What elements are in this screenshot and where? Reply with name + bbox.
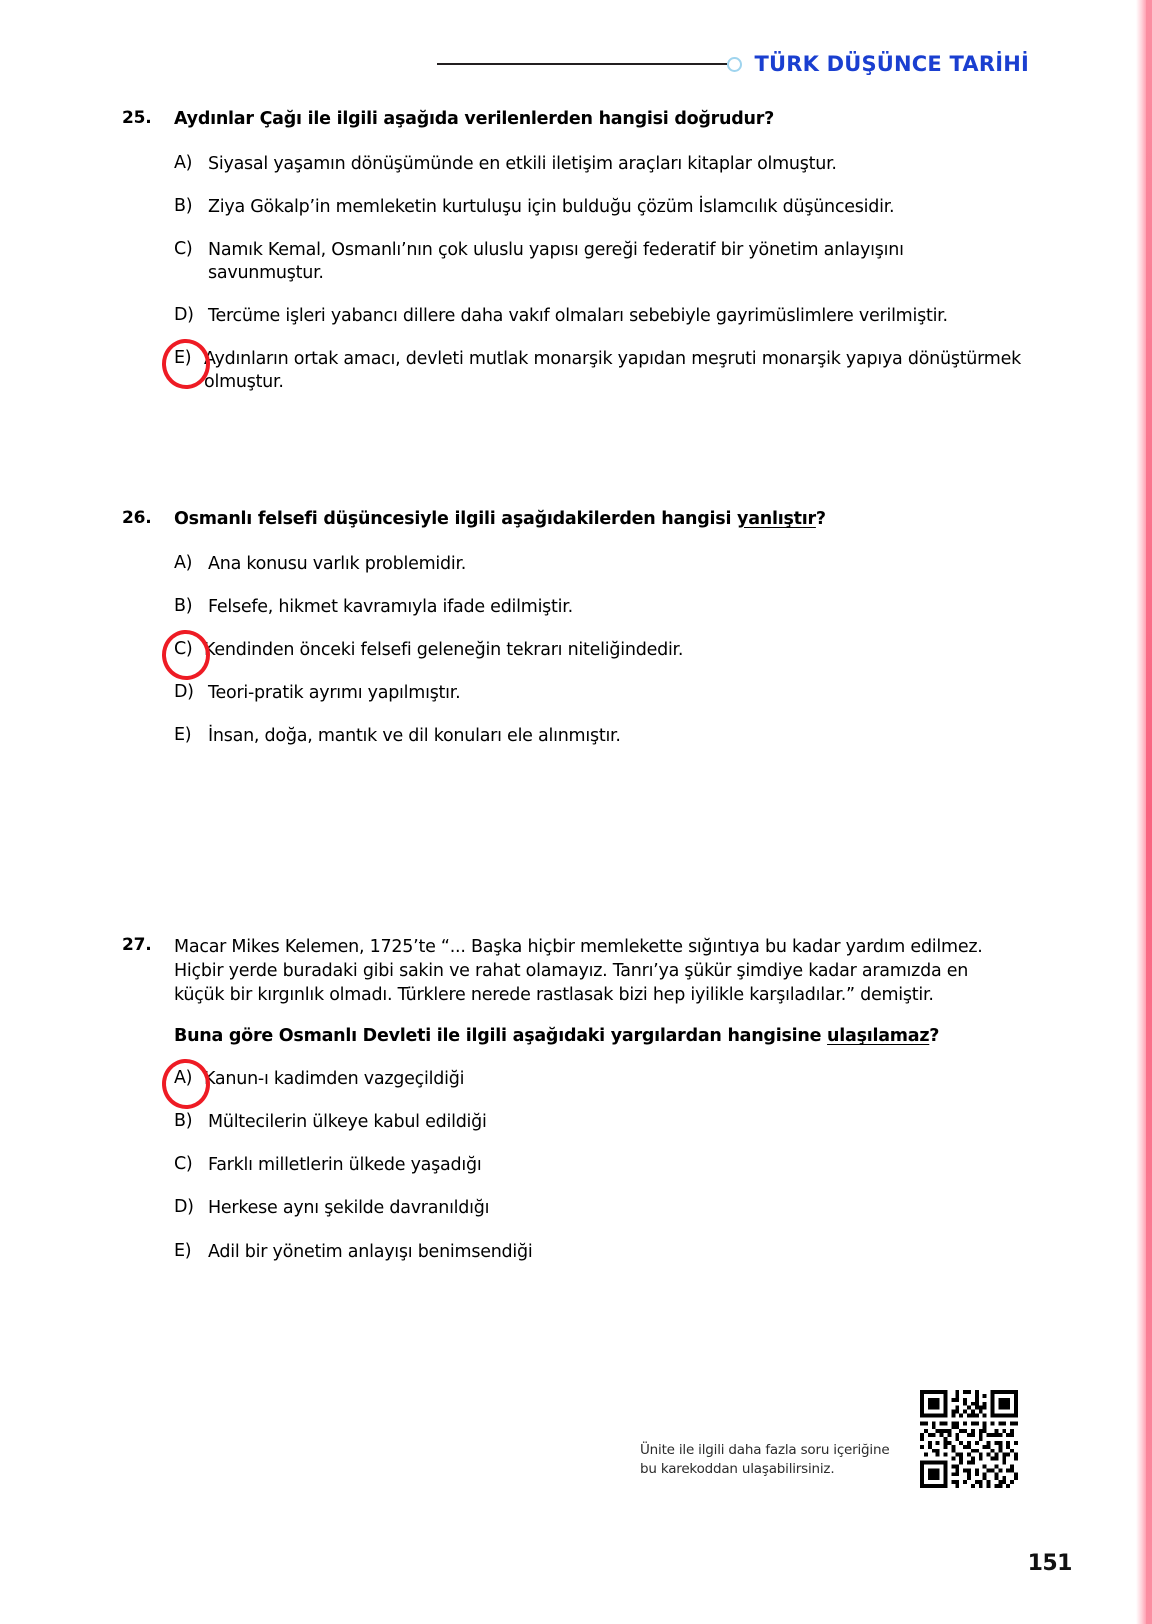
- option-27-a[interactable]: [174, 1068, 1022, 1091]
- option-25-b-text: Ziya Gökalp’in memleketin kurtuluşu için bulduğu çözüm İslamcılık düşüncesidir.: [208, 196, 895, 217]
- page-header: [0, 44, 1134, 84]
- option-26-c-letter: C): [174, 638, 193, 659]
- question-27-options: [174, 1068, 1022, 1263]
- option-25-e-letter: E): [174, 348, 192, 369]
- qr-code-icon[interactable]: [920, 1390, 1018, 1488]
- qr-caption: [640, 1441, 902, 1488]
- option-25-e-text: Aydınların ortak amacı, devleti mutlak monarşik yapıdan meşruti monarşik yapıya dönüştürmek olmuştur.: [204, 349, 1021, 393]
- option-25-a-letter: A): [174, 152, 193, 173]
- question-26-options: [174, 553, 1022, 748]
- question-26: [122, 508, 1022, 768]
- option-26-b-letter: B): [174, 595, 193, 616]
- option-25-d[interactable]: [174, 305, 1022, 328]
- option-26-b-text: Felsefe, hikmet kavramıyla ifade edilmiştir.: [208, 596, 573, 617]
- option-27-d-letter: D): [174, 1197, 194, 1218]
- question-27-stem-underlined: ulaşılamaz: [827, 1026, 930, 1047]
- page-edge-stripe-inner: [1146, 0, 1152, 1624]
- question-25-heading: [122, 108, 1022, 131]
- option-26-e-letter: E): [174, 725, 192, 746]
- question-26-stem-after: ?: [815, 509, 826, 529]
- question-27-stem-row: [122, 1025, 1022, 1048]
- question-25: [122, 108, 1022, 414]
- option-26-a-letter: A): [174, 552, 193, 573]
- option-27-b[interactable]: [174, 1111, 1022, 1134]
- option-27-b-letter: B): [174, 1111, 193, 1132]
- option-26-e[interactable]: [174, 725, 1022, 748]
- option-27-c[interactable]: [174, 1154, 1022, 1177]
- question-27-stem: [174, 1025, 939, 1048]
- option-26-a-text: Ana konusu varlık problemidir.: [208, 553, 467, 574]
- option-26-d-letter: D): [174, 682, 194, 703]
- question-25-stem: Aydınlar Çağı ile ilgili aşağıda verilenlerden hangisi doğrudur?: [174, 109, 775, 129]
- question-25-number: 25.: [122, 108, 152, 128]
- qr-info-block: [640, 1390, 1040, 1488]
- option-25-a[interactable]: [174, 153, 1022, 176]
- option-27-e[interactable]: [174, 1241, 1022, 1264]
- question-27-stem-after: ?: [929, 1026, 940, 1047]
- qr-caption-line1: Ünite ile ilgili daha fazla soru içeriğine: [640, 1441, 890, 1458]
- header-title: TÜRK DÜŞÜNCE TARİHİ: [754, 52, 1029, 76]
- option-25-d-letter: D): [174, 305, 194, 326]
- option-27-e-text: Adil bir yönetim anlayışı benimsendiği: [208, 1241, 533, 1262]
- option-26-c-text: Kendinden önceki felsefi geleneğin tekrarı niteliğindedir.: [204, 639, 684, 660]
- option-27-c-text: Farklı milletlerin ülkede yaşadığı: [208, 1155, 482, 1176]
- question-27-passage: Macar Mikes Kelemen, 1725’te “... Başka hiçbir memlekette sığıntıya bu kadar yardım edilmez. Hiçbir yerde buradaki gibi sakin ve rahat olamayız. Tanrı’ya şükür şimdiye kadar aramızda en küçük bir kırgınlık olmadı. Türklere nerede rastlasak bizi hep iyilikle karşıladılar.” demiştir.: [174, 937, 983, 1006]
- option-25-b-letter: B): [174, 195, 193, 216]
- option-27-d-text: Herkese aynı şekilde davranıldığı: [208, 1198, 490, 1219]
- question-26-stem-before: Osmanlı felsefi düşüncesiyle ilgili aşağıdakilerden hangisi: [174, 509, 738, 529]
- question-27: [122, 935, 1022, 1284]
- header-rule: [437, 63, 727, 65]
- option-27-a-text: Kanun-ı kadimden vazgeçildiği: [204, 1069, 465, 1090]
- option-25-c-text: Namık Kemal, Osmanlı’nın çok uluslu yapısı gereği federatif bir yönetim anlayışını savunmuştur.: [208, 239, 904, 284]
- option-27-a-letter: A): [174, 1068, 193, 1089]
- option-25-d-text: Tercüme işleri yabancı dillere daha vakıf olmaları sebebiyle gayrimüslimlere verilmiştir.: [208, 306, 948, 327]
- option-26-c[interactable]: [174, 639, 1022, 662]
- question-26-stem: [174, 508, 826, 531]
- option-25-b[interactable]: [174, 196, 1022, 219]
- header-dot-icon: [727, 57, 742, 72]
- option-25-e[interactable]: [174, 348, 1022, 394]
- option-27-d[interactable]: [174, 1197, 1022, 1220]
- question-25-options: [174, 153, 1022, 395]
- option-26-d-text: Teori-pratik ayrımı yapılmıştır.: [208, 683, 461, 704]
- question-27-stem-before: Buna göre Osmanlı Devleti ile ilgili aşağıdaki yargılardan hangisine: [174, 1026, 828, 1047]
- option-27-b-text: Mültecilerin ülkeye kabul edildiği: [208, 1112, 487, 1133]
- page-number: 151: [1027, 1551, 1072, 1576]
- option-25-a-text: Siyasal yaşamın dönüşümünde en etkili iletişim araçları kitaplar olmuştur.: [208, 153, 837, 174]
- question-26-heading: [122, 508, 1022, 531]
- option-27-c-letter: C): [174, 1154, 193, 1175]
- question-26-number: 26.: [122, 508, 152, 528]
- question-27-number: 27.: [122, 935, 152, 955]
- question-27-heading: [122, 935, 1022, 1007]
- option-26-e-text: İnsan, doğa, mantık ve dil konuları ele alınmıştır.: [208, 726, 621, 747]
- option-26-d[interactable]: [174, 682, 1022, 705]
- option-25-c[interactable]: [174, 239, 1022, 285]
- option-27-e-letter: E): [174, 1240, 192, 1261]
- option-26-b[interactable]: [174, 596, 1022, 619]
- qr-caption-line2: bu karekoddan ulaşabilirsiniz.: [640, 1461, 835, 1478]
- question-26-stem-underlined: yanlıştır: [737, 509, 816, 529]
- option-26-a[interactable]: [174, 553, 1022, 576]
- option-25-c-letter: C): [174, 238, 193, 259]
- page-edge-stripe: [1136, 0, 1152, 1624]
